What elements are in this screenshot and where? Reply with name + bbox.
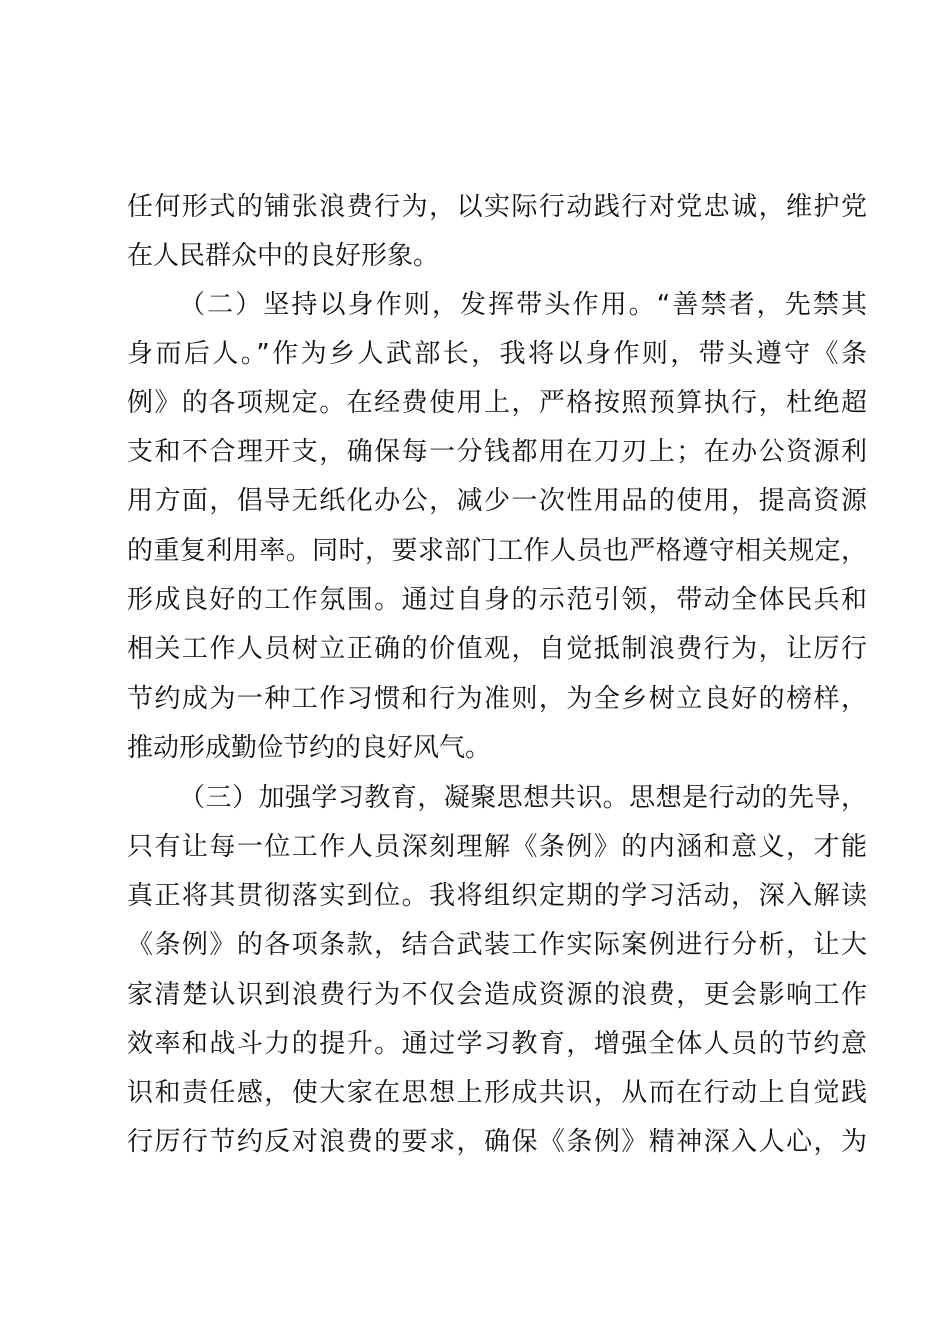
text-line: 任何形式的铺张浪费行为，以实际行动践行对党忠诚，维护党 [127, 192, 867, 222]
paragraph-heading-line: （二）坚持以身作则，发挥带头作用。“善禁者，先禁其 [179, 290, 867, 320]
text-line: 节约成为一种工作习惯和行为准则，为全乡树立良好的榜样， [127, 684, 867, 714]
text-line: 身而后人。”作为乡人武部长，我将以身作则，带头遵守《条 [127, 339, 867, 369]
text-line: 行厉行节约反对浪费的要求，确保《条例》精神深入人心，为 [127, 1127, 867, 1157]
paragraph-heading-line: （三）加强学习教育，凝聚思想共识。思想是行动的先导， [179, 783, 867, 813]
text-line: 用方面，倡导无纸化办公，减少一次性用品的使用，提高资源 [127, 486, 867, 516]
text-line: 只有让每一位工作人员深刻理解《条例》的内涵和意义，才能 [127, 832, 867, 862]
text-line: 形成良好的工作氛围。通过自身的示范引领，带动全体民兵和 [127, 585, 867, 615]
text-line: 的重复利用率。同时，要求部门工作人员也严格遵守相关规定， [127, 536, 867, 566]
text-line: 支和不合理开支，确保每一分钱都用在刀刃上；在办公资源利 [127, 437, 867, 467]
text-line: 真正将其贯彻落实到位。我将组织定期的学习活动，深入解读 [127, 881, 867, 911]
text-line: 识和责任感，使大家在思想上形成共识，从而在行动上自觉践 [127, 1078, 867, 1108]
text-line: 《条例》的各项条款，结合武装工作实际案例进行分析，让大 [127, 930, 867, 960]
text-line: 例》的各项规定。在经费使用上，严格按照预算执行，杜绝超 [127, 388, 867, 418]
text-line: 家清楚认识到浪费行为不仅会造成资源的浪费，更会影响工作 [127, 980, 867, 1010]
text-line: 效率和战斗力的提升。通过学习教育，增强全体人员的节约意 [127, 1029, 867, 1059]
text-line: 相关工作人员树立正确的价值观，自觉抵制浪费行为，让厉行 [127, 634, 867, 664]
text-line: 推动形成勤俭节约的良好风气。 [127, 733, 492, 763]
text-line: 在人民群众中的良好形象。 [127, 241, 440, 271]
